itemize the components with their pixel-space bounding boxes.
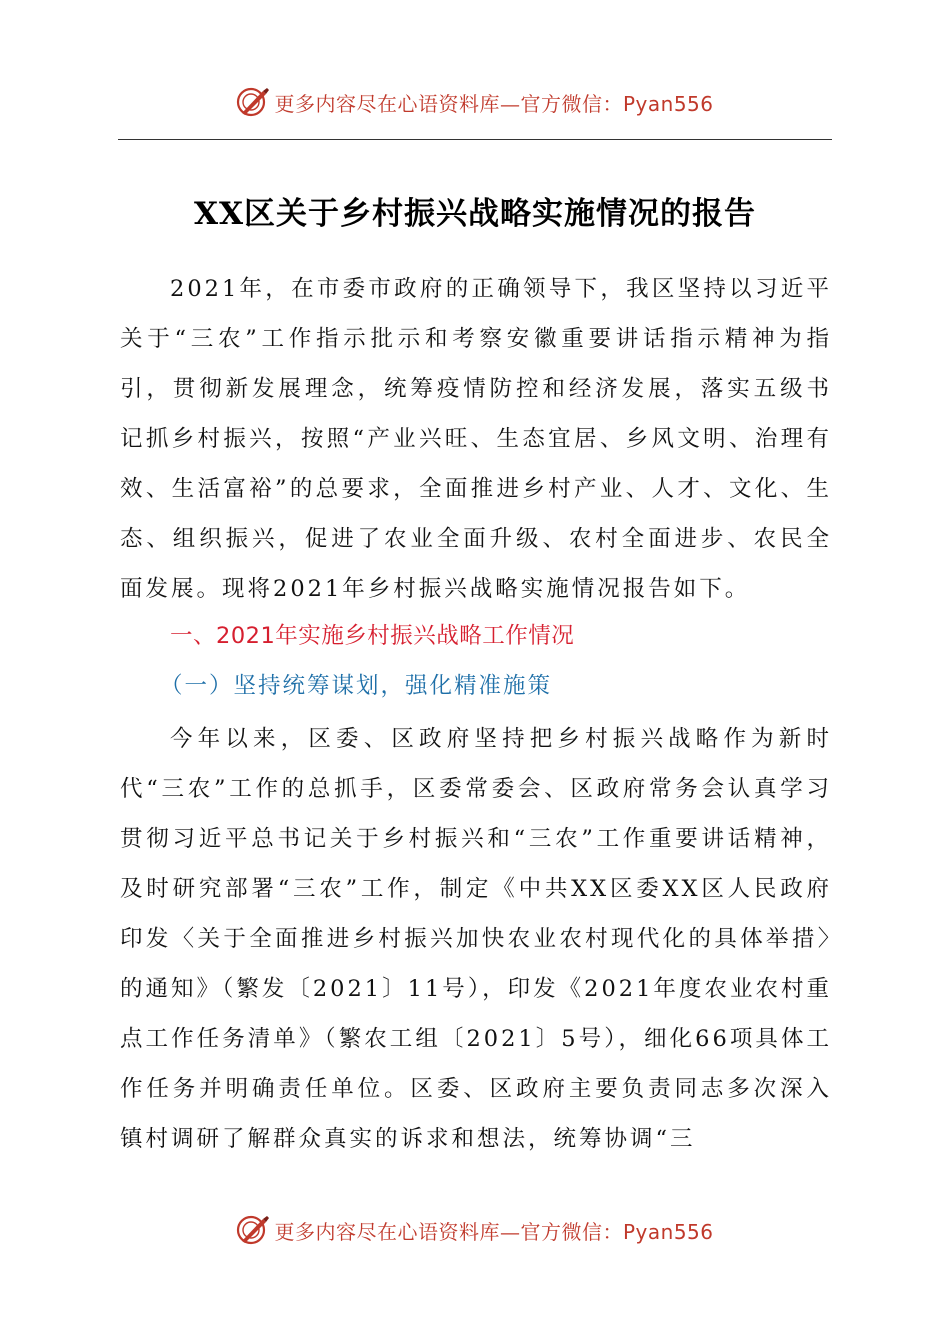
intro-paragraph: 2021年，在市委市政府的正确领导下，我区坚持以习近平关于“三农”工作指示批示和考察安徽重要讲话指示精神为指引，贯彻新发展理念，统筹疫情防控和经济发展，落实五级书记抓乡村振兴，按照“产业兴旺、生态宜居、乡风文明、治理有效、生活富裕”的总要求，全面推进乡村产业、人才、文化、生态、组织振兴，促进了农业全面升级、农村全面进步、农民全面发展。现将2021年乡村振兴战略实施情况报告如下。 [120, 276, 832, 602]
banner-text: 更多内容尽在心语资料库—官方微信：Pyan556 [274, 91, 714, 116]
wechat-handle: Pyan556 [622, 1219, 714, 1244]
pen-logo-icon [236, 1213, 270, 1247]
pen-logo-icon [236, 85, 270, 119]
subsection-paragraph: 今年以来，区委、区政府坚持把乡村振兴战略作为新时代“三农”工作的总抓手，区委常委会、区政府常务会认真学习贯彻习近平总书记关于乡村振兴和“三农”工作重要讲话精神，及时研究部署“三农”工作，制定《中共XX区委XX区人民政府印发〈关于全面推进乡村振兴加快农业农村现代化的具体举措〉的通知》（繁发〔2021〕11号），印发《2021年度农业农村重点工作任务清单》（繁农工组〔2021〕5号），细化66项具体工作任务并明确责任单位。区委、区政府主要负责同志多次深入镇村调研了解群众真实的诉求和想法，统筹协调“三 [120, 726, 832, 1152]
subsection-heading: （一）坚持统筹谋划，强化精准施策 [160, 673, 553, 699]
banner-text: 更多内容尽在心语资料库—官方微信：Pyan556 [274, 1219, 714, 1244]
footer-banner [0, 1210, 950, 1250]
header-rule [118, 139, 832, 140]
header-banner [0, 82, 950, 122]
section-heading: 一、2021年实施乡村振兴战略工作情况 [170, 623, 575, 649]
wechat-handle: Pyan556 [622, 91, 714, 116]
document-title: XX区关于乡村振兴战略实施情况的报告 [193, 196, 757, 232]
